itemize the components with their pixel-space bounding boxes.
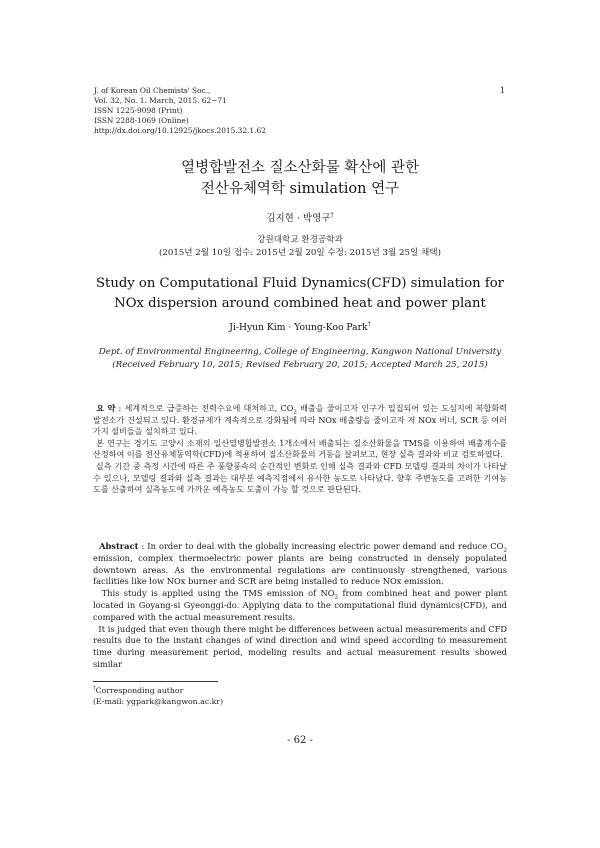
doi-link[interactable]: http://dx.doi.org/10.12925/jkocs.2015.32.1.62 (94, 126, 266, 135)
korean-title-line2: 전산유체역학 simulation 연구 (200, 181, 400, 197)
english-abstract-label: Abstract (99, 541, 139, 551)
page-marker: 1 (500, 86, 506, 95)
issn-print: ISSN 1225-9098 (Print) (94, 106, 183, 115)
korean-abstract-label: 요 약 (96, 403, 116, 413)
english-authors (60, 322, 540, 333)
footnote-email: (E-mail: ygpark@kangwon.ac.kr) (93, 697, 224, 706)
footnote-corresponding: †Corresponding author (93, 685, 184, 695)
english-affiliation (60, 346, 540, 372)
page-number: - 62 - (287, 735, 313, 746)
footnote (93, 685, 393, 707)
korean-author-names: 김지현 · 박영구 (266, 213, 331, 224)
english-abstract (93, 541, 507, 671)
journal-info (94, 86, 374, 136)
corresponding-dagger: † (367, 320, 371, 328)
english-title-line1: Study on Computational Fluid Dynamics(CFD) simulation for (96, 276, 504, 291)
korean-abstract-paragraph: 요 약 : 세계적으로 급증하는 전력수요에 대처하고, $CO_2$ 배출을 줄이고자 인구가 밀집되어 있는 도심지에 복합화력 발전소가 건설되고 있다. 환경규제가 계속적으로 강화됨에 따라 NOx 배출량을 줄이고자 저 NOx 버너, SCR 등 여러 가지 설비들을 설치하고 있다. (93, 403, 507, 437)
korean-affiliation (60, 234, 540, 260)
korean-dates: (2015년 2월 10일 접수: 2015년 2월 20일 수정: 2015년 3월 25일 채택) (159, 248, 441, 258)
english-title (60, 274, 540, 314)
english-author-names: Ji-Hyun Kim · Young-Koo Park (229, 322, 368, 333)
journal-name: J. of Korean Oil Chemists' Soc., (94, 86, 211, 95)
english-abstract-paragraph: Abstract : In order to deal with the globally increasing electric power demand and reduce $CO_2$ emission, complex thermoelectric power plants are being constructed in densely populated downtown areas. As the environmental regulations are continuously strengthened, various facilities like low NOx burner and SCR are being installed to reduce NOx emission. (93, 541, 507, 587)
footnote-dagger: † (93, 685, 96, 692)
english-abstract-paragraph: It is judged that even though there might be differences between actual measurements and CFD results due to the instant changes of wind direction and wind speed according to measurement time during measurement period, modeling results and actual measurement results showed similar (93, 623, 508, 669)
english-department: Dept. of Environmental Engineering, College of Engineering, Kangwon National University (98, 347, 502, 357)
english-dates: (Received February 10, 2015; Revised February 20, 2015; Accepted March 25, 2015) (112, 360, 488, 370)
korean-abstract-paragraph: 본 연구는 경기도 고양시 소재의 일산열병합발전소 1개소에서 배출되는 질소산화물을 TMS를 이용하여 배출계수를 산정하여 이를 전산유체동역학(CFD)에 적용하여 질소산화물의 거동을 살펴보고, 현장 실측 결과와 비교 검토하였다. (93, 437, 507, 460)
corresponding-dagger: † (330, 210, 334, 219)
korean-abstract-paragraph: 실측 기간 중 측정 시간에 따른 주 풍향풍속의 순간적인 변화로 인해 실측 결과와 CFD 모델링 결과의 차이가 나타날 수 있으나, 모델링 결과와 실측 결과는 대부분 예측지점에서 유사한 농도로 나타났다. 향후 주변농도를 고려한 기여농도를 산출하여 실측농도에 가까운 예측농도 도출이 가능 할 것으로 판단된다. (93, 460, 507, 495)
korean-title-line1: 열병합발전소 질소산화물 확산에 관한 (181, 160, 419, 176)
korean-abstract (93, 403, 507, 496)
footnote-divider (93, 681, 218, 682)
english-title-line2: NOx dispersion around combined heat and power plant (114, 296, 486, 311)
korean-title (60, 158, 540, 200)
english-abstract-paragraph: This study is applied using the TMS emission of $NO_2$ from combined heat and power plant located in Goyang-si Gyeonggi-do. Applying data to the computational fluid dynamics(CFD), and compared with the actual measurement results. (93, 588, 507, 622)
korean-department: 강원대학교 환경공학과 (257, 235, 343, 245)
issn-online: ISSN 2288-1069 (Online) (94, 116, 189, 125)
journal-volume: Vol. 32, No. 1. March, 2015. 62~71 (94, 96, 227, 105)
korean-authors (60, 210, 540, 224)
